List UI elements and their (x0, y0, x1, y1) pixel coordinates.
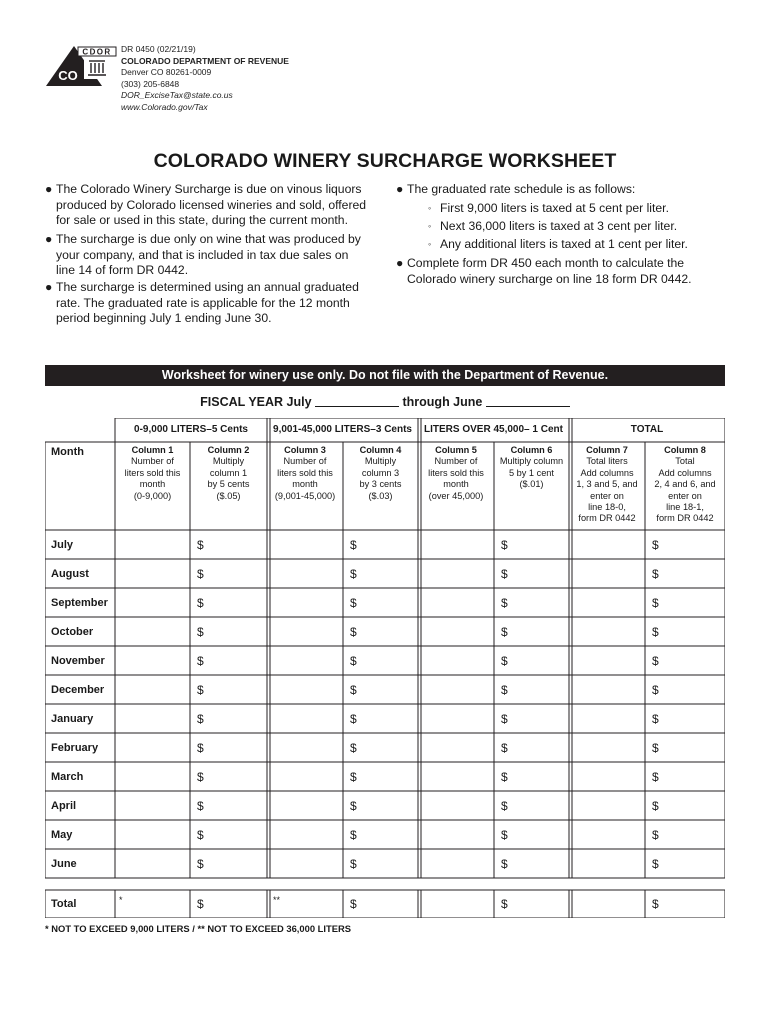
currency-symbol: $ (501, 567, 508, 581)
cell-february-col3[interactable] (269, 735, 341, 760)
cell-may-col5[interactable] (420, 822, 492, 847)
month-label: May (51, 829, 73, 841)
currency-symbol: $ (197, 857, 204, 871)
currency-symbol: $ (652, 799, 659, 813)
currency-symbol: $ (197, 683, 204, 697)
currency-symbol: $ (652, 625, 659, 639)
rate-line-3: ◦ Any additional liters is taxed at 1 cent per liter. (428, 237, 688, 251)
currency-symbol: $ (350, 770, 357, 784)
column-header-8 (645, 445, 725, 525)
currency-symbol: $ (501, 741, 508, 755)
cell-january-col3[interactable] (269, 706, 341, 731)
currency-symbol: $ (652, 567, 659, 581)
cell-february-col7[interactable] (571, 735, 643, 760)
column-header-6 (494, 445, 569, 491)
column-header-3 (267, 445, 343, 502)
cell-march-col1[interactable] (117, 764, 188, 789)
column-title: Column 6 (510, 445, 553, 455)
cell-march-col7[interactable] (571, 764, 643, 789)
currency-symbol: $ (350, 712, 357, 726)
cell-may-col7[interactable] (571, 822, 643, 847)
currency-symbol: $ (350, 828, 357, 842)
cell-total-col6[interactable] (496, 892, 567, 916)
cell-november-col5[interactable] (420, 648, 492, 673)
month-label: November (51, 655, 105, 667)
currency-symbol: $ (350, 654, 357, 668)
column-title: Column 4 (359, 445, 402, 455)
bullet-surcharge-scope: ● The surcharge is due only on wine that was produced by your company, and that is included in tax due sales on line 14 of form DR 0442. (45, 232, 361, 278)
currency-symbol: $ (350, 683, 357, 697)
cell-april-col3[interactable] (269, 793, 341, 818)
group-header: 9,001-45,000 LITERS–3 Cents (273, 424, 412, 435)
cell-december-col1[interactable] (117, 677, 188, 702)
group-header: 0-9,000 LITERS–5 Cents (134, 424, 248, 435)
department-name: COLORADO DEPARTMENT OF REVENUE (121, 55, 289, 66)
month-label: April (51, 800, 77, 812)
currency-symbol: $ (350, 596, 357, 610)
group-header: LITERS OVER 45,000– 1 Cent (424, 424, 563, 435)
currency-symbol: $ (501, 770, 508, 784)
column-description: (over 45,000) (428, 490, 484, 501)
currency-symbol: $ (501, 654, 508, 668)
column-header-1 (115, 445, 190, 502)
column-title: Column 1 (131, 445, 174, 455)
column-description: month (443, 479, 469, 490)
bullet-complete-form: ● Complete form DR 450 each month to calculate the Colorado winery surcharge on line 18 form DR 0442. (396, 256, 692, 286)
column-description: Multiply column (499, 456, 564, 467)
cell-total-col3[interactable] (269, 892, 341, 916)
column-description: liters sold this (277, 467, 333, 478)
cell-august-col1[interactable] (117, 561, 188, 586)
column-title: Column 2 (207, 445, 250, 455)
cell-november-col7[interactable] (571, 648, 643, 673)
cell-september-col1[interactable] (117, 590, 188, 615)
cell-total-col7[interactable] (571, 892, 643, 916)
column-header-7 (569, 445, 645, 525)
cell-august-col3[interactable] (269, 561, 341, 586)
currency-symbol: $ (197, 596, 204, 610)
currency-symbol: $ (501, 828, 508, 842)
column-description: month (139, 479, 166, 490)
column-description: 2, 4 and 6, and (654, 479, 716, 490)
cell-november-col3[interactable] (269, 648, 341, 673)
column-description: liters sold this (124, 467, 181, 478)
fiscal-year-line (0, 395, 770, 409)
currency-symbol: $ (197, 897, 204, 911)
month-label: July (51, 539, 74, 551)
currency-symbol: $ (197, 654, 204, 668)
currency-symbol: $ (501, 683, 508, 697)
fiscal-through-label: through June (402, 395, 483, 409)
cell-june-col3[interactable] (269, 851, 341, 876)
form-id: DR 0450 (02/21/19) (121, 44, 196, 54)
currency-symbol: $ (652, 857, 659, 871)
cell-february-col5[interactable] (420, 735, 492, 760)
cell-december-col5[interactable] (420, 677, 492, 702)
column-description: (9,001-45,000) (274, 490, 336, 501)
cell-total-col2[interactable] (192, 892, 265, 916)
month-label: February (51, 742, 99, 754)
month-label: September (51, 597, 108, 609)
fiscal-start-year-field[interactable] (315, 396, 399, 407)
currency-symbol: $ (652, 683, 659, 697)
department-website: www.Colorado.gov/Tax (121, 102, 208, 112)
total-footnote-mark: ** (273, 895, 281, 905)
currency-symbol: $ (197, 799, 204, 813)
bullet-graduated-rate: ● The surcharge is determined using an annual graduated rate. The graduated rate is applicable for the 12 month period beginning July 1 ending June 30. (45, 280, 359, 326)
worksheet-banner: Worksheet for winery use only. Do not file with the Department of Revenue. (45, 365, 725, 386)
column-description: by 5 cents (207, 479, 250, 490)
cell-february-col1[interactable] (117, 735, 188, 760)
currency-symbol: $ (197, 625, 204, 639)
cell-july-col1[interactable] (117, 532, 188, 557)
cell-april-col7[interactable] (571, 793, 643, 818)
currency-symbol: $ (652, 897, 659, 911)
column-description: ($.05) (216, 490, 241, 501)
cell-august-col5[interactable] (420, 561, 492, 586)
currency-symbol: $ (350, 538, 357, 552)
currency-symbol: $ (501, 897, 508, 911)
cell-april-col1[interactable] (117, 793, 188, 818)
column-description: Add columns (658, 467, 712, 478)
column-description: liters sold this (428, 467, 484, 478)
column-description: enter on (668, 490, 702, 501)
column-description: Total liters (586, 456, 628, 467)
colorado-dor-logo (44, 44, 118, 88)
column-description: line 18-0, (588, 502, 626, 513)
rate-line-1: ◦ First 9,000 liters is taxed at 5 cent per liter. (428, 201, 669, 215)
cell-march-col3[interactable] (269, 764, 341, 789)
currency-symbol: $ (197, 538, 204, 552)
cell-october-col5[interactable] (420, 619, 492, 644)
column-description: Add columns (580, 467, 634, 478)
cell-january-col5[interactable] (420, 706, 492, 731)
column-description: form DR 0442 (656, 513, 714, 524)
column-description: by 3 cents (359, 479, 402, 490)
column-description: Number of (434, 456, 478, 467)
month-label: October (51, 626, 94, 638)
cell-september-col5[interactable] (420, 590, 492, 615)
column-title: Column 3 (284, 445, 326, 455)
column-description: (0-9,000) (133, 490, 172, 501)
total-footnote-mark: * (119, 895, 123, 905)
cell-march-col5[interactable] (420, 764, 492, 789)
bullet-surcharge-due: ● The Colorado Winery Surcharge is due on vinous liquors produced by Colorado licensed wineries and sold, offered for sale or used in this state, during the current month. (45, 182, 367, 228)
cell-november-col1[interactable] (117, 648, 188, 673)
column-description: Multiply (212, 456, 245, 467)
cell-total-col5[interactable] (420, 892, 492, 916)
currency-symbol: $ (501, 857, 508, 871)
currency-symbol: $ (350, 567, 357, 581)
cell-september-col7[interactable] (571, 590, 643, 615)
currency-symbol: $ (501, 625, 508, 639)
cell-june-col5[interactable] (420, 851, 492, 876)
currency-symbol: $ (197, 567, 204, 581)
column-title: Column 5 (435, 445, 477, 455)
svg-text:CDOR: CDOR (82, 47, 112, 57)
currency-symbol: $ (652, 828, 659, 842)
column-header-5 (418, 445, 494, 502)
page-title: COLORADO WINERY SURCHARGE WORKSHEET (153, 150, 617, 172)
month-label: January (51, 713, 94, 725)
cell-july-col3[interactable] (269, 532, 341, 557)
currency-symbol: $ (501, 712, 508, 726)
cell-july-col7[interactable] (571, 532, 643, 557)
department-phone: (303) 205-6848 (121, 78, 180, 89)
month-column-header: Month (51, 446, 84, 458)
column-header-4 (343, 445, 418, 502)
total-label: Total (51, 898, 77, 910)
currency-symbol: $ (350, 625, 357, 639)
svg-text:CO: CO (58, 68, 78, 83)
cell-january-col1[interactable] (117, 706, 188, 731)
department-address: Denver CO 80261-0009 (121, 67, 212, 78)
department-email: DOR_ExciseTax@state.co.us (121, 90, 233, 101)
column-description: column 3 (361, 467, 400, 478)
column-description: Number of (283, 456, 327, 467)
currency-symbol: $ (197, 741, 204, 755)
rate-line-2: ◦ Next 36,000 liters is taxed at 3 cent per liter. (428, 219, 678, 233)
currency-symbol: $ (350, 857, 357, 871)
cell-total-col1[interactable] (117, 892, 188, 916)
cell-january-col7[interactable] (571, 706, 643, 731)
cell-may-col3[interactable] (269, 822, 341, 847)
currency-symbol: $ (652, 596, 659, 610)
currency-symbol: $ (652, 741, 659, 755)
cell-september-col3[interactable] (269, 590, 341, 615)
group-header: TOTAL (630, 424, 664, 435)
currency-symbol: $ (197, 712, 204, 726)
cell-july-col5[interactable] (420, 532, 492, 557)
month-label: December (51, 684, 105, 696)
month-label: August (51, 568, 89, 580)
column-description: Multiply (364, 456, 397, 467)
bullet-rate-schedule: ● The graduated rate schedule is as follows: (396, 182, 636, 196)
column-description: Number of (131, 456, 174, 467)
column-description: 1, 3 and 5, and (576, 479, 638, 490)
currency-symbol: $ (350, 897, 357, 911)
column-description: 5 by 1 cent (509, 467, 554, 478)
cell-august-col7[interactable] (571, 561, 643, 586)
currency-symbol: $ (350, 799, 357, 813)
cell-total-col4[interactable] (345, 892, 416, 916)
currency-symbol: $ (501, 799, 508, 813)
month-label: June (51, 858, 77, 870)
currency-symbol: $ (350, 741, 357, 755)
cell-december-col3[interactable] (269, 677, 341, 702)
cell-june-col1[interactable] (117, 851, 188, 876)
currency-symbol: $ (197, 770, 204, 784)
column-description: ($.01) (519, 479, 544, 490)
cell-october-col7[interactable] (571, 619, 643, 644)
cell-total-col8[interactable] (647, 892, 723, 916)
column-description: ($.03) (368, 490, 393, 501)
cell-april-col5[interactable] (420, 793, 492, 818)
column-description: enter on (590, 490, 624, 501)
column-description: line 18-1, (666, 502, 704, 513)
currency-symbol: $ (652, 654, 659, 668)
column-description: column 1 (209, 467, 248, 478)
cell-october-col1[interactable] (117, 619, 188, 644)
cell-october-col3[interactable] (269, 619, 341, 644)
currency-symbol: $ (652, 538, 659, 552)
cell-may-col1[interactable] (117, 822, 188, 847)
column-description: form DR 0442 (578, 513, 636, 524)
cell-december-col7[interactable] (571, 677, 643, 702)
footnote: * NOT TO EXCEED 9,000 LITERS / ** NOT TO EXCEED 36,000 LITERS (45, 923, 351, 934)
fiscal-year-label: FISCAL YEAR July (200, 395, 312, 409)
currency-symbol: $ (652, 712, 659, 726)
currency-symbol: $ (652, 770, 659, 784)
currency-symbol: $ (501, 596, 508, 610)
column-title: Column 7 (586, 445, 628, 455)
column-description: month (292, 479, 318, 490)
column-header-2 (190, 445, 267, 502)
cell-june-col7[interactable] (571, 851, 643, 876)
column-description: Total (675, 456, 695, 467)
fiscal-end-year-field[interactable] (486, 396, 570, 407)
currency-symbol: $ (197, 828, 204, 842)
currency-symbol: $ (501, 538, 508, 552)
column-title: Column 8 (664, 445, 706, 455)
month-label: March (51, 771, 84, 783)
